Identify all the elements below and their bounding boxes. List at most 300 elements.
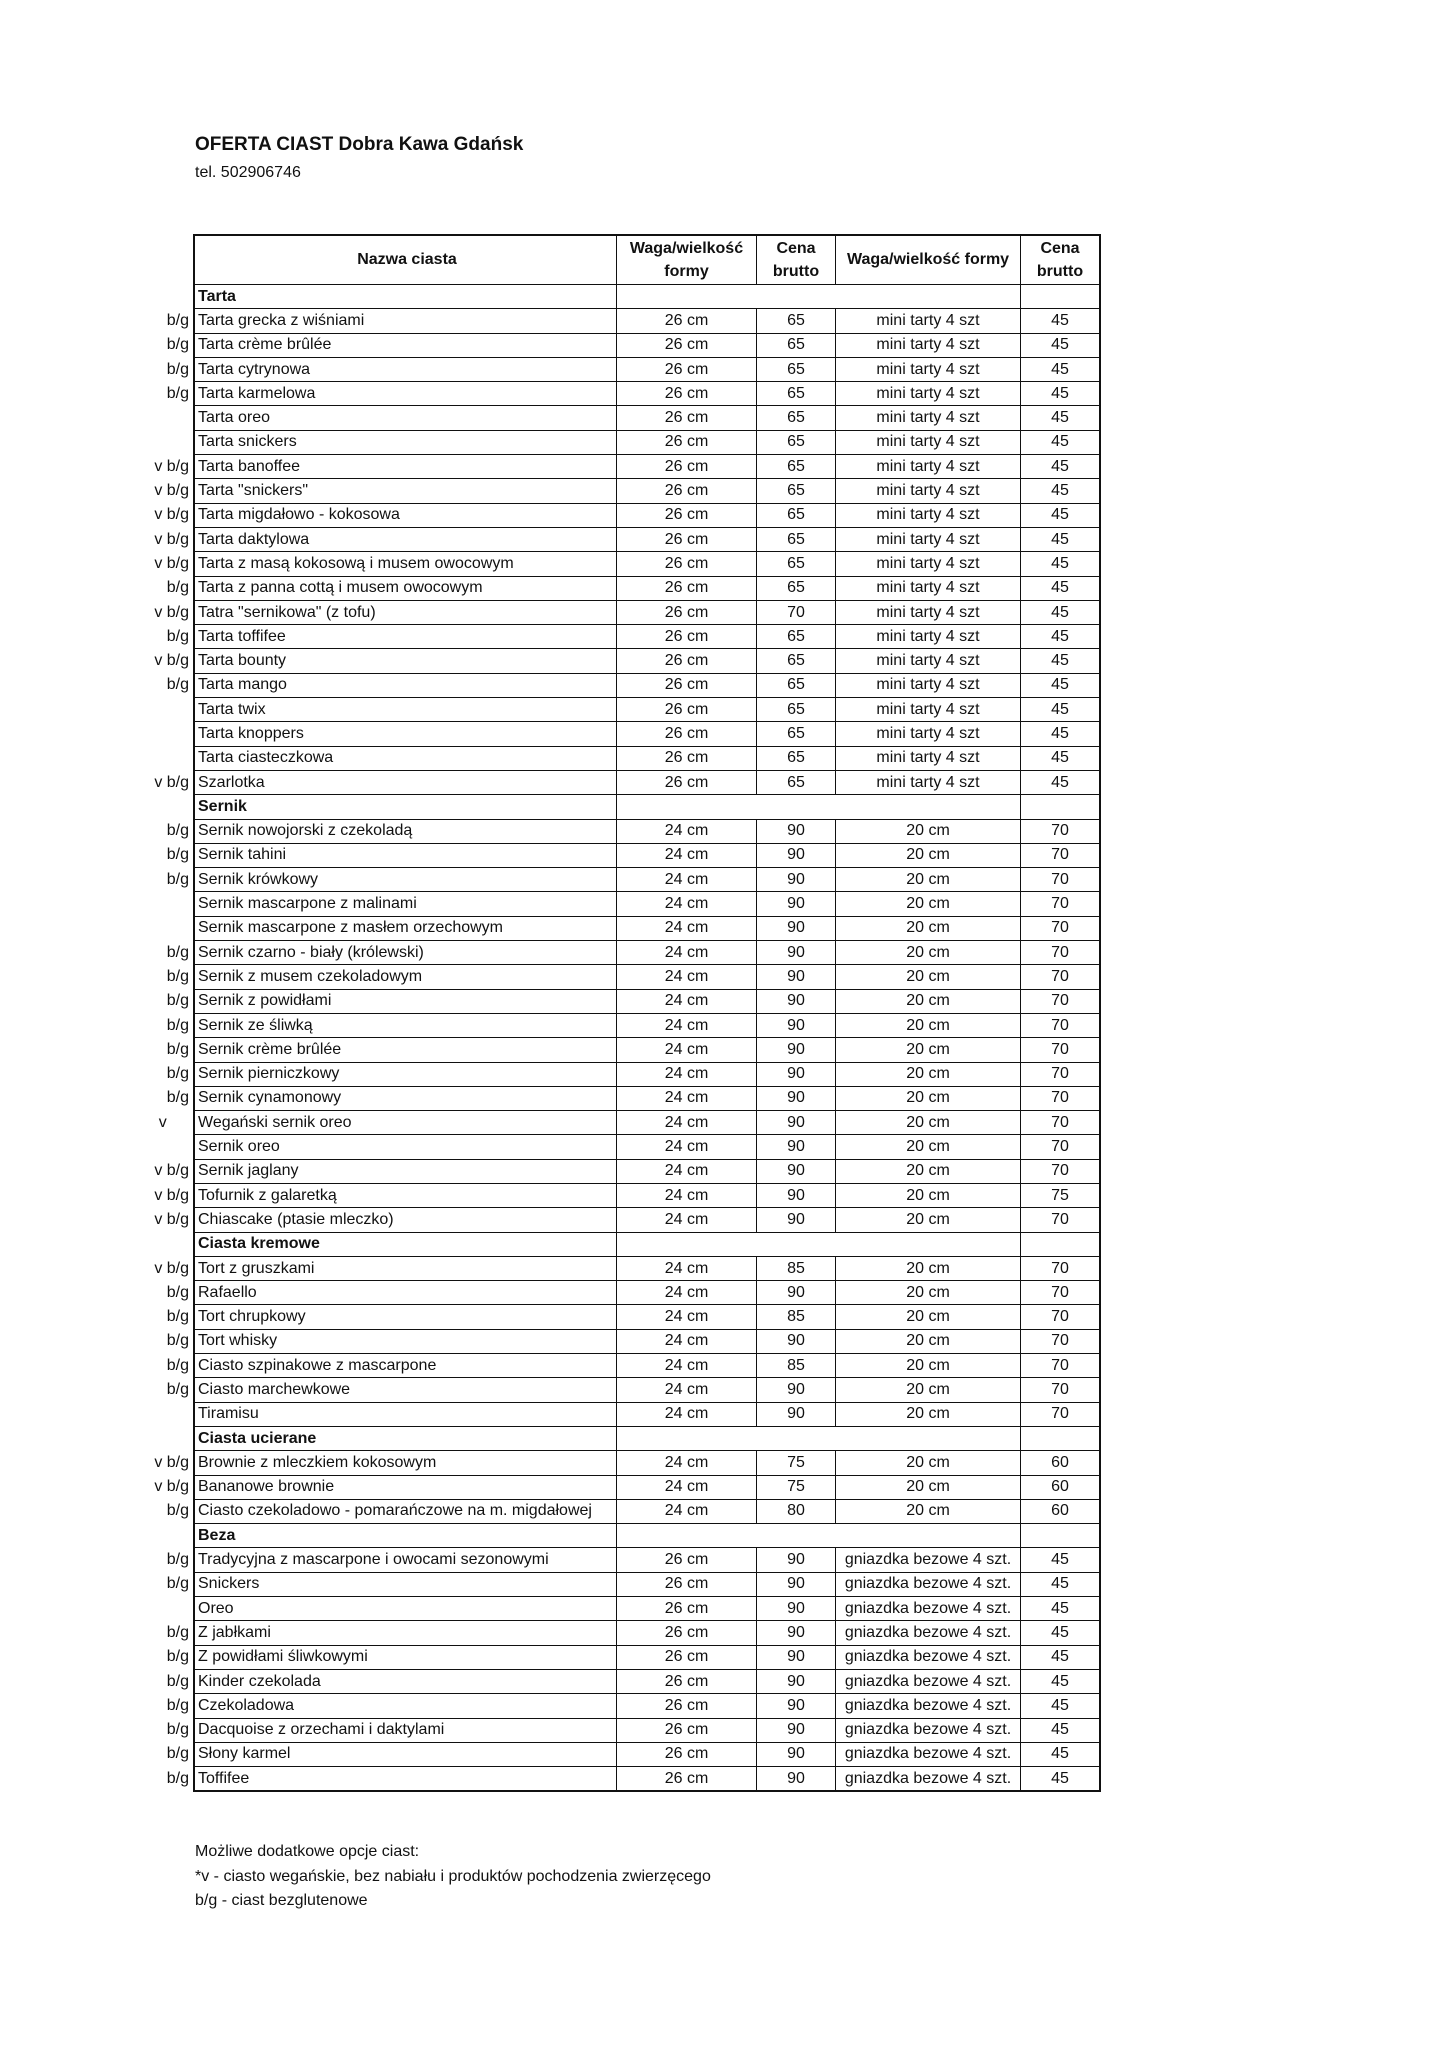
section-empty-cell	[1021, 795, 1101, 819]
small-size: 20 cm	[836, 1354, 1021, 1378]
small-size: gniazdka bezowe 4 szt.	[836, 1572, 1021, 1596]
small-price: 60	[1021, 1451, 1101, 1475]
table-row	[147, 1281, 1100, 1305]
diet-flags	[147, 892, 194, 916]
table-row	[147, 1597, 1100, 1621]
diet-flags: v b/g	[154, 773, 189, 791]
cake-name: Tarta "snickers"	[194, 479, 617, 503]
diet-flags	[147, 1597, 194, 1621]
table-row	[147, 527, 1100, 551]
cake-name: Słony karmel	[194, 1742, 617, 1766]
table-row	[147, 1669, 1100, 1693]
table-row	[147, 357, 1100, 381]
cake-size: 24 cm	[617, 868, 757, 892]
cake-name: Z jabłkami	[194, 1621, 617, 1645]
small-price: 70	[1021, 965, 1101, 989]
small-price: 45	[1021, 333, 1101, 357]
diet-flags	[147, 916, 194, 940]
small-price: 70	[1021, 1038, 1101, 1062]
small-price: 45	[1021, 527, 1101, 551]
cake-size: 26 cm	[617, 1767, 757, 1792]
section-empty-cell	[757, 1232, 836, 1256]
notes-gluten-free-legend: b/g - ciast bezglutenowe	[195, 1892, 368, 1909]
table-row	[147, 455, 1100, 479]
small-size: mini tarty 4 szt	[836, 406, 1021, 430]
section-flags-cell	[147, 1232, 194, 1256]
small-price: 70	[1021, 1329, 1101, 1353]
small-size: mini tarty 4 szt	[836, 479, 1021, 503]
small-size: mini tarty 4 szt	[836, 309, 1021, 333]
cake-price: 90	[757, 965, 836, 989]
diet-flags: b/g	[166, 1696, 189, 1714]
small-size: 20 cm	[836, 1135, 1021, 1159]
diet-flags: b/g	[166, 336, 189, 354]
small-price: 45	[1021, 1597, 1101, 1621]
diet-flags: v b/g	[154, 554, 189, 572]
small-size: gniazdka bezowe 4 szt.	[836, 1718, 1021, 1742]
cake-size: 24 cm	[617, 916, 757, 940]
cake-name: Brownie z mleczkiem kokosowym	[194, 1451, 617, 1475]
table-row	[147, 1645, 1100, 1669]
small-price: 45	[1021, 600, 1101, 624]
table-row	[147, 503, 1100, 527]
notes-vegan-legend: *v - ciasto wegańskie, bez nabiału i produktów pochodzenia zwierzęcego	[195, 1867, 711, 1885]
cake-size: 26 cm	[617, 1572, 757, 1596]
cake-name: Sernik mascarpone z masłem orzechowym	[194, 916, 617, 940]
cake-name: Tatra "sernikowa" (z tofu)	[194, 600, 617, 624]
cake-size: 26 cm	[617, 1718, 757, 1742]
section-title: Beza	[194, 1524, 617, 1548]
small-size: mini tarty 4 szt	[836, 770, 1021, 794]
notes-intro: Możliwe dodatkowe opcje ciast:	[195, 1843, 420, 1860]
small-price: 70	[1021, 941, 1101, 965]
cake-name: Tarta knoppers	[194, 722, 617, 746]
small-size: mini tarty 4 szt	[836, 430, 1021, 454]
cake-price: 85	[757, 1354, 836, 1378]
small-price: 45	[1021, 503, 1101, 527]
small-size: 20 cm	[836, 1281, 1021, 1305]
small-price: 45	[1021, 357, 1101, 381]
table-row	[147, 1208, 1100, 1232]
section-empty-cell	[617, 1426, 757, 1450]
diet-flags: b/g	[166, 967, 189, 985]
cake-size: 24 cm	[617, 1451, 757, 1475]
small-size: mini tarty 4 szt	[836, 600, 1021, 624]
cake-size: 26 cm	[617, 1694, 757, 1718]
cake-size: 24 cm	[617, 1135, 757, 1159]
small-size: mini tarty 4 szt	[836, 722, 1021, 746]
diet-flags: b/g	[166, 1575, 189, 1593]
diet-flags: v b/g	[154, 1259, 189, 1277]
cake-name: Tradycyjna z mascarpone i owocami sezonowymi	[194, 1548, 617, 1572]
cake-name: Tarta z panna cottą i musem owocowym	[194, 576, 617, 600]
cake-price: 90	[757, 843, 836, 867]
diet-flags: b/g	[166, 846, 189, 864]
diet-flags: b/g	[166, 822, 189, 840]
small-price: 75	[1021, 1183, 1101, 1207]
cake-size: 24 cm	[617, 989, 757, 1013]
table-row	[147, 1135, 1100, 1159]
table-row	[147, 1038, 1100, 1062]
small-price: 45	[1021, 1669, 1101, 1693]
small-size: 20 cm	[836, 1159, 1021, 1183]
table-row	[147, 552, 1100, 576]
cake-name: Tarta z masą kokosową i musem owocowym	[194, 552, 617, 576]
diet-flags	[147, 698, 194, 722]
cake-size: 26 cm	[617, 770, 757, 794]
small-size: 20 cm	[836, 989, 1021, 1013]
table-row	[147, 1548, 1100, 1572]
cake-price: 90	[757, 1135, 836, 1159]
section-empty-cell	[617, 285, 757, 309]
small-price: 45	[1021, 649, 1101, 673]
document-title: OFERTA CIAST Dobra Kawa Gdańsk	[195, 134, 524, 155]
diet-flags: b/g	[166, 311, 189, 329]
cake-name: Oreo	[194, 1597, 617, 1621]
cake-price: 65	[757, 333, 836, 357]
section-empty-cell	[617, 1524, 757, 1548]
table-row	[147, 1111, 1100, 1135]
cake-price: 65	[757, 625, 836, 649]
small-size: 20 cm	[836, 1451, 1021, 1475]
cake-size: 26 cm	[617, 625, 757, 649]
section-empty-cell	[1021, 1426, 1101, 1450]
small-size: mini tarty 4 szt	[836, 576, 1021, 600]
table-row	[147, 1767, 1100, 1792]
cake-name: Tarta cytrynowa	[194, 357, 617, 381]
table-row	[147, 382, 1100, 406]
cake-name: Sernik czarno - biały (królewski)	[194, 941, 617, 965]
table-row	[147, 600, 1100, 624]
cake-name: Rafaello	[194, 1281, 617, 1305]
section-header-row	[147, 1426, 1100, 1450]
small-price: 45	[1021, 1694, 1101, 1718]
diet-flags: v b/g	[154, 482, 189, 500]
small-size: 20 cm	[836, 1086, 1021, 1110]
cake-name: Sernik cynamonowy	[194, 1086, 617, 1110]
cake-price: 65	[757, 722, 836, 746]
small-size: 20 cm	[836, 1475, 1021, 1499]
cake-name: Sernik nowojorski z czekoladą	[194, 819, 617, 843]
small-price: 45	[1021, 552, 1101, 576]
cake-name: Ciasto czekoladowo - pomarańczowe na m. migdałowej	[194, 1499, 617, 1523]
cake-size: 26 cm	[617, 722, 757, 746]
cake-price-table	[147, 234, 1101, 1792]
cake-size: 26 cm	[617, 1742, 757, 1766]
cake-price: 90	[757, 941, 836, 965]
cake-name: Sernik crème brûlée	[194, 1038, 617, 1062]
cake-size: 24 cm	[617, 1378, 757, 1402]
cake-size: 26 cm	[617, 309, 757, 333]
cake-name: Wegański sernik oreo	[194, 1111, 617, 1135]
small-size: mini tarty 4 szt	[836, 746, 1021, 770]
small-size: gniazdka bezowe 4 szt.	[836, 1694, 1021, 1718]
table-row	[147, 1742, 1100, 1766]
cake-name: Sernik tahini	[194, 843, 617, 867]
cake-size: 24 cm	[617, 819, 757, 843]
diet-flags: v b/g	[154, 1186, 189, 1204]
cake-price: 90	[757, 1062, 836, 1086]
small-size: 20 cm	[836, 1013, 1021, 1037]
small-size: gniazdka bezowe 4 szt.	[836, 1742, 1021, 1766]
cake-size: 26 cm	[617, 455, 757, 479]
small-price: 45	[1021, 430, 1101, 454]
table-row	[147, 698, 1100, 722]
column-header-size: Waga/wielkość formy	[617, 235, 757, 285]
cake-name: Dacquoise z orzechami i daktylami	[194, 1718, 617, 1742]
diet-flags: b/g	[166, 579, 189, 597]
small-price: 45	[1021, 770, 1101, 794]
phone-number: tel. 502906746	[195, 164, 301, 181]
small-price: 70	[1021, 1402, 1101, 1426]
cake-price: 65	[757, 649, 836, 673]
cake-price: 65	[757, 698, 836, 722]
cake-price: 90	[757, 1645, 836, 1669]
cake-size: 24 cm	[617, 1062, 757, 1086]
cake-size: 24 cm	[617, 1208, 757, 1232]
cake-size: 26 cm	[617, 430, 757, 454]
small-price: 60	[1021, 1475, 1101, 1499]
small-size: 20 cm	[836, 1499, 1021, 1523]
cake-size: 24 cm	[617, 1183, 757, 1207]
cake-name: Ciasto marchewkowe	[194, 1378, 617, 1402]
cake-size: 26 cm	[617, 649, 757, 673]
cake-price: 90	[757, 1159, 836, 1183]
cake-name: Sernik mascarpone z malinami	[194, 892, 617, 916]
small-price: 70	[1021, 843, 1101, 867]
section-header-row	[147, 1232, 1100, 1256]
section-flags-cell	[147, 285, 194, 309]
section-empty-cell	[1021, 285, 1101, 309]
cake-size: 26 cm	[617, 406, 757, 430]
cake-price: 90	[757, 1572, 836, 1596]
table-row	[147, 1305, 1100, 1329]
cake-size: 24 cm	[617, 1086, 757, 1110]
small-price: 70	[1021, 1208, 1101, 1232]
cake-price: 90	[757, 1597, 836, 1621]
cake-price: 75	[757, 1475, 836, 1499]
small-price: 45	[1021, 1767, 1101, 1792]
small-price: 70	[1021, 1305, 1101, 1329]
cake-size: 24 cm	[617, 1013, 757, 1037]
section-empty-cell	[836, 1524, 1021, 1548]
table-row	[147, 941, 1100, 965]
diet-flags: b/g	[166, 384, 189, 402]
diet-flags	[147, 430, 194, 454]
table-row	[147, 916, 1100, 940]
section-header-row	[147, 1524, 1100, 1548]
small-price: 45	[1021, 576, 1101, 600]
cake-name: Tarta snickers	[194, 430, 617, 454]
section-empty-cell	[757, 1524, 836, 1548]
diet-flags: b/g	[166, 1332, 189, 1350]
table-row	[147, 843, 1100, 867]
section-header-row	[147, 795, 1100, 819]
table-row	[147, 1086, 1100, 1110]
cake-price: 65	[757, 309, 836, 333]
diet-flags: b/g	[166, 1308, 189, 1326]
cake-price: 90	[757, 1013, 836, 1037]
cake-name: Sernik z musem czekoladowym	[194, 965, 617, 989]
table-row	[147, 1621, 1100, 1645]
small-size: mini tarty 4 szt	[836, 625, 1021, 649]
small-price: 45	[1021, 382, 1101, 406]
diet-flags: b/g	[166, 1065, 189, 1083]
small-price: 45	[1021, 625, 1101, 649]
table-row	[147, 1329, 1100, 1353]
cake-size: 24 cm	[617, 1354, 757, 1378]
column-header-name: Nazwa ciasta	[194, 235, 617, 285]
table-row	[147, 673, 1100, 697]
cake-price: 90	[757, 1402, 836, 1426]
cake-size: 26 cm	[617, 1597, 757, 1621]
small-size: 20 cm	[836, 892, 1021, 916]
diet-flags	[147, 722, 194, 746]
diet-flags: b/g	[166, 1770, 189, 1787]
table-row	[147, 868, 1100, 892]
diet-flags: b/g	[166, 360, 189, 378]
table-row	[147, 406, 1100, 430]
small-size: gniazdka bezowe 4 szt.	[836, 1597, 1021, 1621]
diet-flags: b/g	[166, 627, 189, 645]
table-row	[147, 1718, 1100, 1742]
cake-name: Sernik pierniczkowy	[194, 1062, 617, 1086]
section-header-row	[147, 285, 1100, 309]
table-row	[147, 1159, 1100, 1183]
table-row	[147, 1402, 1100, 1426]
diet-flags: b/g	[166, 1356, 189, 1374]
cake-price: 90	[757, 1669, 836, 1693]
cake-price: 85	[757, 1256, 836, 1280]
section-empty-cell	[1021, 1524, 1101, 1548]
cake-size: 24 cm	[617, 1111, 757, 1135]
small-price: 70	[1021, 1378, 1101, 1402]
small-price: 70	[1021, 1086, 1101, 1110]
column-header-price-small: Cena brutto	[1021, 235, 1101, 285]
small-size: 20 cm	[836, 1111, 1021, 1135]
table-body	[147, 285, 1100, 1792]
cake-size: 26 cm	[617, 333, 757, 357]
cake-name: Z powidłami śliwkowymi	[194, 1645, 617, 1669]
table-row	[147, 1354, 1100, 1378]
small-size: mini tarty 4 szt	[836, 357, 1021, 381]
small-price: 45	[1021, 1718, 1101, 1742]
cake-price: 65	[757, 382, 836, 406]
table-row	[147, 333, 1100, 357]
cake-price: 90	[757, 1281, 836, 1305]
cake-size: 26 cm	[617, 698, 757, 722]
cake-name: Tarta karmelowa	[194, 382, 617, 406]
cake-price: 90	[757, 1621, 836, 1645]
cake-price: 65	[757, 479, 836, 503]
diet-flags: v b/g	[154, 1162, 189, 1180]
cake-name: Tiramisu	[194, 1402, 617, 1426]
section-flags-cell	[147, 795, 194, 819]
table-row	[147, 1475, 1100, 1499]
cake-price: 90	[757, 1742, 836, 1766]
small-price: 70	[1021, 916, 1101, 940]
small-size: mini tarty 4 szt	[836, 698, 1021, 722]
small-price: 45	[1021, 1645, 1101, 1669]
cake-price: 90	[757, 892, 836, 916]
section-empty-cell	[617, 1232, 757, 1256]
cake-name: Chiascake (ptasie mleczko)	[194, 1208, 617, 1232]
diet-flags: b/g	[166, 1502, 189, 1520]
cake-size: 24 cm	[617, 1159, 757, 1183]
diet-flags: b/g	[166, 1623, 189, 1641]
cake-name: Tarta banoffee	[194, 455, 617, 479]
table-header-row	[147, 235, 1100, 285]
table-row	[147, 1378, 1100, 1402]
diet-flags	[147, 406, 194, 430]
table-row	[147, 1451, 1100, 1475]
cake-name: Tarta oreo	[194, 406, 617, 430]
cake-size: 24 cm	[617, 1329, 757, 1353]
cake-price: 65	[757, 576, 836, 600]
small-price: 70	[1021, 1135, 1101, 1159]
small-size: 20 cm	[836, 1062, 1021, 1086]
cake-size: 24 cm	[617, 1256, 757, 1280]
section-empty-cell	[836, 1232, 1021, 1256]
small-price: 45	[1021, 722, 1101, 746]
section-empty-cell	[836, 795, 1021, 819]
cake-price: 90	[757, 1183, 836, 1207]
small-size: mini tarty 4 szt	[836, 552, 1021, 576]
cake-name: Tarta mango	[194, 673, 617, 697]
cake-name: Ciasto szpinakowe z mascarpone	[194, 1354, 617, 1378]
small-size: 20 cm	[836, 868, 1021, 892]
small-price: 45	[1021, 406, 1101, 430]
cake-name: Tort whisky	[194, 1329, 617, 1353]
diet-flags: b/g	[166, 992, 189, 1010]
cake-price: 65	[757, 770, 836, 794]
section-flags-cell	[147, 1524, 194, 1548]
small-price: 70	[1021, 1256, 1101, 1280]
cake-price: 90	[757, 1038, 836, 1062]
diet-flags: v b/g	[154, 603, 189, 621]
section-empty-cell	[836, 1426, 1021, 1450]
cake-price: 90	[757, 1378, 836, 1402]
cake-name: Sernik krówkowy	[194, 868, 617, 892]
diet-flags: b/g	[166, 1283, 189, 1301]
table-row	[147, 430, 1100, 454]
cake-size: 26 cm	[617, 1548, 757, 1572]
table-row	[147, 479, 1100, 503]
table-row	[147, 770, 1100, 794]
small-price: 60	[1021, 1499, 1101, 1523]
small-size: mini tarty 4 szt	[836, 503, 1021, 527]
small-price: 70	[1021, 1013, 1101, 1037]
cake-price: 90	[757, 819, 836, 843]
cake-name: Tort chrupkowy	[194, 1305, 617, 1329]
cake-price: 90	[757, 1329, 836, 1353]
small-size: gniazdka bezowe 4 szt.	[836, 1767, 1021, 1792]
small-size: 20 cm	[836, 1183, 1021, 1207]
table-row	[147, 965, 1100, 989]
table-row	[147, 1062, 1100, 1086]
section-flags-cell	[147, 1426, 194, 1450]
diet-flags: b/g	[166, 676, 189, 694]
cake-price: 65	[757, 503, 836, 527]
notes-block	[195, 1840, 711, 1914]
cake-price: 90	[757, 1718, 836, 1742]
cake-price: 90	[757, 916, 836, 940]
section-empty-cell	[836, 285, 1021, 309]
diet-flags: b/g	[166, 1672, 189, 1690]
small-size: 20 cm	[836, 1208, 1021, 1232]
small-size: mini tarty 4 szt	[836, 649, 1021, 673]
cake-price: 75	[757, 1451, 836, 1475]
